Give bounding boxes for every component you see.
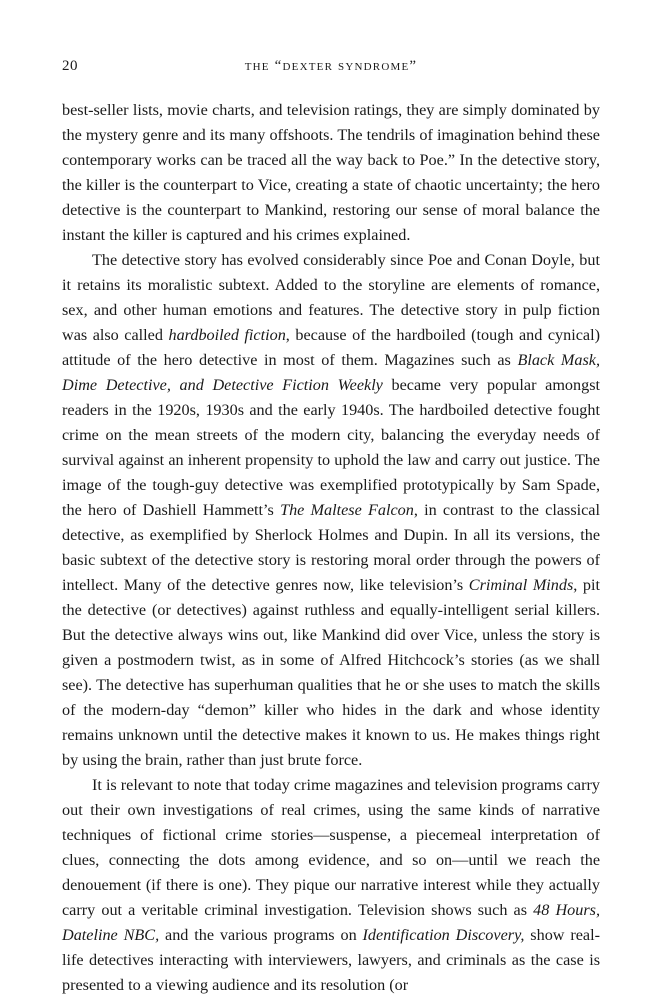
running-head [62,58,600,82]
paragraph-1 [62,98,600,248]
text-segment: and the various programs on [159,926,363,944]
italic-term-hardboiled-fiction: hardboiled fiction [168,326,286,344]
italic-book-title: The Maltese Falcon [280,501,414,519]
text-segment: , in contrast to the classical detective, as exemplified by Sherlock Holmes and Dupin. In all its versions, the basic subtext of the detective story is restoring moral order through the powers of intellect. Many of the detective genres now, like television’s [62,501,600,594]
body-text [62,98,600,998]
italic-show-title: Criminal Minds [468,576,574,594]
text-segment: became very popular amongst readers in the 1920s, 1930s and the early 1940s. The hardboiled detective fought crime on the mean streets of the modern city, balancing the everyday needs of survival against an inherent propensity to uphold the law and carry out justice. The image of the tough-guy detective was exemplified prototypically by Sam Spade, the hero of Dashiell Hammett’s [62,376,600,519]
text-segment: It is relevant to note that today crime magazines and television programs carry out their own investigations of real crimes, using the same kinds of narrative techniques of fictional crime stories—suspense, a piecemeal interpretation of clues, connecting the dots among evidence, and so on—until we reach the denouement (if there is one). They pique our narrative interest while they actually carry out a veritable criminal investigation. Television shows such as [62,776,600,919]
text-segment: , pit the detective (or detectives) against ruthless and equally-intelligent serial killers. But the detective always wins out, like Mankind did over Vice, unless the story is given a postmodern twist, as in some of Alfred Hitchcock’s stories (as we shall see). The detective has superhuman qualities that he or she uses to match the skills of the modern-day “demon” killer who hides in the dark and whose identity remains unknown until the detective makes it known to us. He makes things right by using the brain, rather than just brute force. [62,576,600,769]
text-segment: best-seller lists, movie charts, and television ratings, they are simply dominated by the mystery genre and its many offshoots. The tendrils of imagination behind these contemporary works can be traced all the way back to Poe.” In the detective story, the killer is the counterpart to Vice, creating a state of chaotic uncertainty; the hero detective is the counterpart to Mankind, restoring our sense of moral balance the instant the killer is captured and his crimes explained. [62,101,600,244]
italic-show-titles: 48 Hours, Dateline NBC, [62,901,600,944]
book-page [62,58,600,998]
text-segment: The detective story has evolved considerably since Poe and Conan Doyle, but it retains its moralistic subtext. Added to the storyline are elements of romance, sex, and other human emotions and features. The detective story in pulp fiction was also called [62,251,600,344]
italic-magazine-titles: Black Mask, Dime Detective, and Detective Fiction Weekly [62,351,600,394]
text-segment: show real-life detectives interacting with interviewers, lawyers, and criminals as the case is presented to a viewing audience and its resolution (or [62,926,600,994]
paragraph-3 [62,773,600,998]
paragraph-2 [62,248,600,773]
italic-network-title: Identification Discovery, [362,926,525,944]
text-segment: , because of the hardboiled (tough and cynical) attitude of the hero detective in most of them. Magazines such as [62,326,600,369]
page-number: 20 [62,58,78,74]
running-title: the “dexter syndrome” [244,58,418,74]
